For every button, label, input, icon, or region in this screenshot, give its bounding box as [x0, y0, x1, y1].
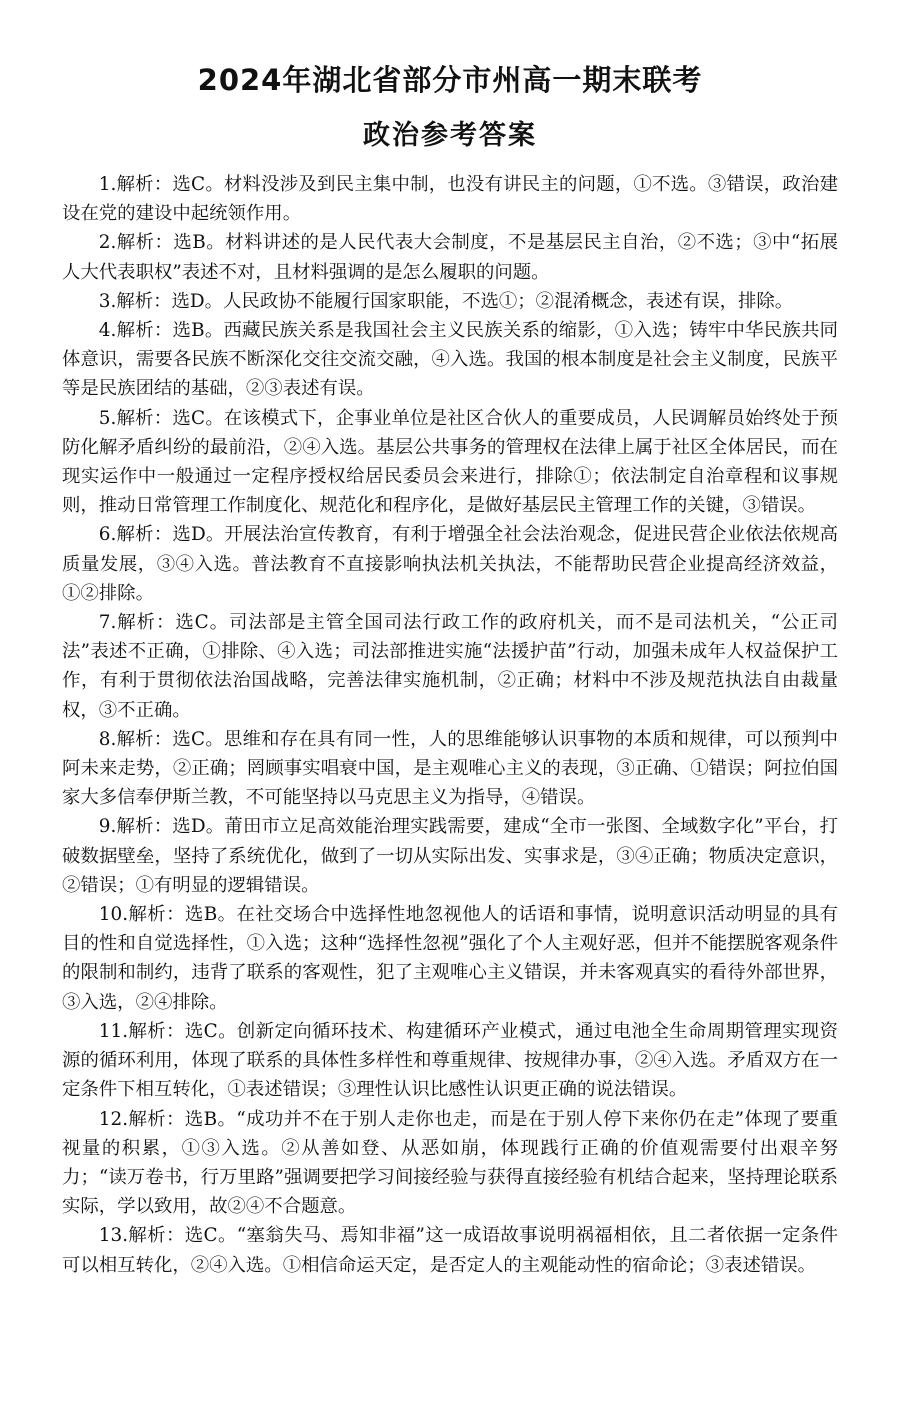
document-subtitle: 政治参考答案 — [363, 120, 537, 151]
answer-list — [62, 170, 838, 1280]
document-title: 2024年湖北省部分市州高一期末联考 — [197, 63, 703, 97]
answer-item-13: 13.解析：选C。“塞翁失马、焉知非福”这一成语故事说明祸福相依，且二者依据一定条件可以相互转化，②④入选。①相信命运天定，是否定人的主观能动性的宿命论；③表述错误。 — [62, 1225, 838, 1276]
answer-item-1: 1.解析：选C。材料没涉及到民主集中制，也没有讲民主的问题，①不选。③错误，政治建设在党的建设中起统领作用。 — [62, 174, 838, 225]
answer-item-12: 12.解析：选B。“成功并不在于别人走你也走，而是在于别人停下来你仍在走”体现了要重视量的积累，①③入选。②从善如登、从恶如崩，体现践行正确的价值观需要付出艰辛努力；“读万卷书，行万里路”强调要把学习间接经验与获得直接经验有机结合起来，坚持理论联系实际，学以致用，故②④不合题意。 — [62, 1108, 838, 1218]
answer-item-2: 2.解析：选B。材料讲述的是人民代表大会制度，不是基层民主自治，②不选；③中“拓展人大代表职权”表述不对，且材料强调的是怎么履职的问题。 — [62, 232, 838, 283]
answer-item-4: 4.解析：选B。西藏民族关系是我国社会主义民族关系的缩影，①入选；铸牢中华民族共同体意识，需要各民族不断深化交往交流交融，④入选。我国的根本制度是社会主义制度，民族平等是民族团结的基础，②③表述有误。 — [62, 320, 838, 400]
answer-item-11: 11.解析：选C。创新定向循环技术、构建循环产业模式，通过电池全生命周期管理实现资源的循环利用，体现了联系的具体性多样性和尊重规律、按规律办事，②④入选。矛盾双方在一定条件下相互转化，①表述错误；③理性认识比感性认识更正确的说法错误。 — [62, 1020, 838, 1101]
answer-item-9: 9.解析：选D。莆田市立足高效能治理实践需要，建成“全市一张图、全域数字化”平台，打破数据壁垒，坚持了系统优化，做到了一切从实际出发、实事求是，③④正确；物质决定意识，②错误；①有明显的逻辑错误。 — [62, 816, 838, 896]
answer-item-8: 8.解析：选C。思维和存在具有同一性，人的思维能够认识事物的本质和规律，可以预判中阿未来走势，②正确；罔顾事实唱衰中国，是主观唯心主义的表现，③正确、①错误；阿拉伯国家大多信奉伊斯兰教，不可能坚持以马克思主义为指导，④错误。 — [62, 728, 838, 809]
answer-item-7: 7.解析：选C。司法部是主管全国司法行政工作的政府机关，而不是司法机关，“公正司法”表述不正确，①排除、④入选；司法部推进实施“法援护苗”行动，加强未成年人权益保护工作，有利于贯彻依法治国战略，完善法律实施机制，②正确；材料中不涉及规范执法自由裁量权，③不正确。 — [62, 612, 838, 721]
answer-item-3: 3.解析：选D。人民政协不能履行国家职能，不选①；②混淆概念，表述有误，排除。 — [98, 290, 794, 312]
answer-item-6: 6.解析：选D。开展法治宣传教育，有利于增强全社会法治观念，促进民营企业依法依规高质量发展，③④入选。普法教育不直接影响执法机关执法，不能帮助民营企业提高经济效益，①②排除。 — [62, 524, 838, 604]
answer-item-5: 5.解析：选C。在该模式下，企事业单位是社区合伙人的重要成员，人民调解员始终处于预防化解矛盾纠纷的最前沿，②④入选。基层公共事务的管理权在法律上属于社区全体居民，而在现实运作中一般通过一定程序授权给居民委员会来进行，排除①；依法制定自治章程和议事规则，推动日常管理工作制度化、规范化和程序化，是做好基层民主管理工作的关键，③错误。 — [62, 407, 838, 517]
answer-item-10: 10.解析：选B。在社交场合中选择性地忽视他人的话语和事情，说明意识活动明显的具有目的性和自觉选择性，①入选；这种“选择性忽视”强化了个人主观好恶，但并不能摆脱客观条件的限制和制约，违背了联系的客观性，犯了主观唯心主义错误，并未客观真实的看待外部世界，③入选，②④排除。 — [62, 904, 838, 1013]
